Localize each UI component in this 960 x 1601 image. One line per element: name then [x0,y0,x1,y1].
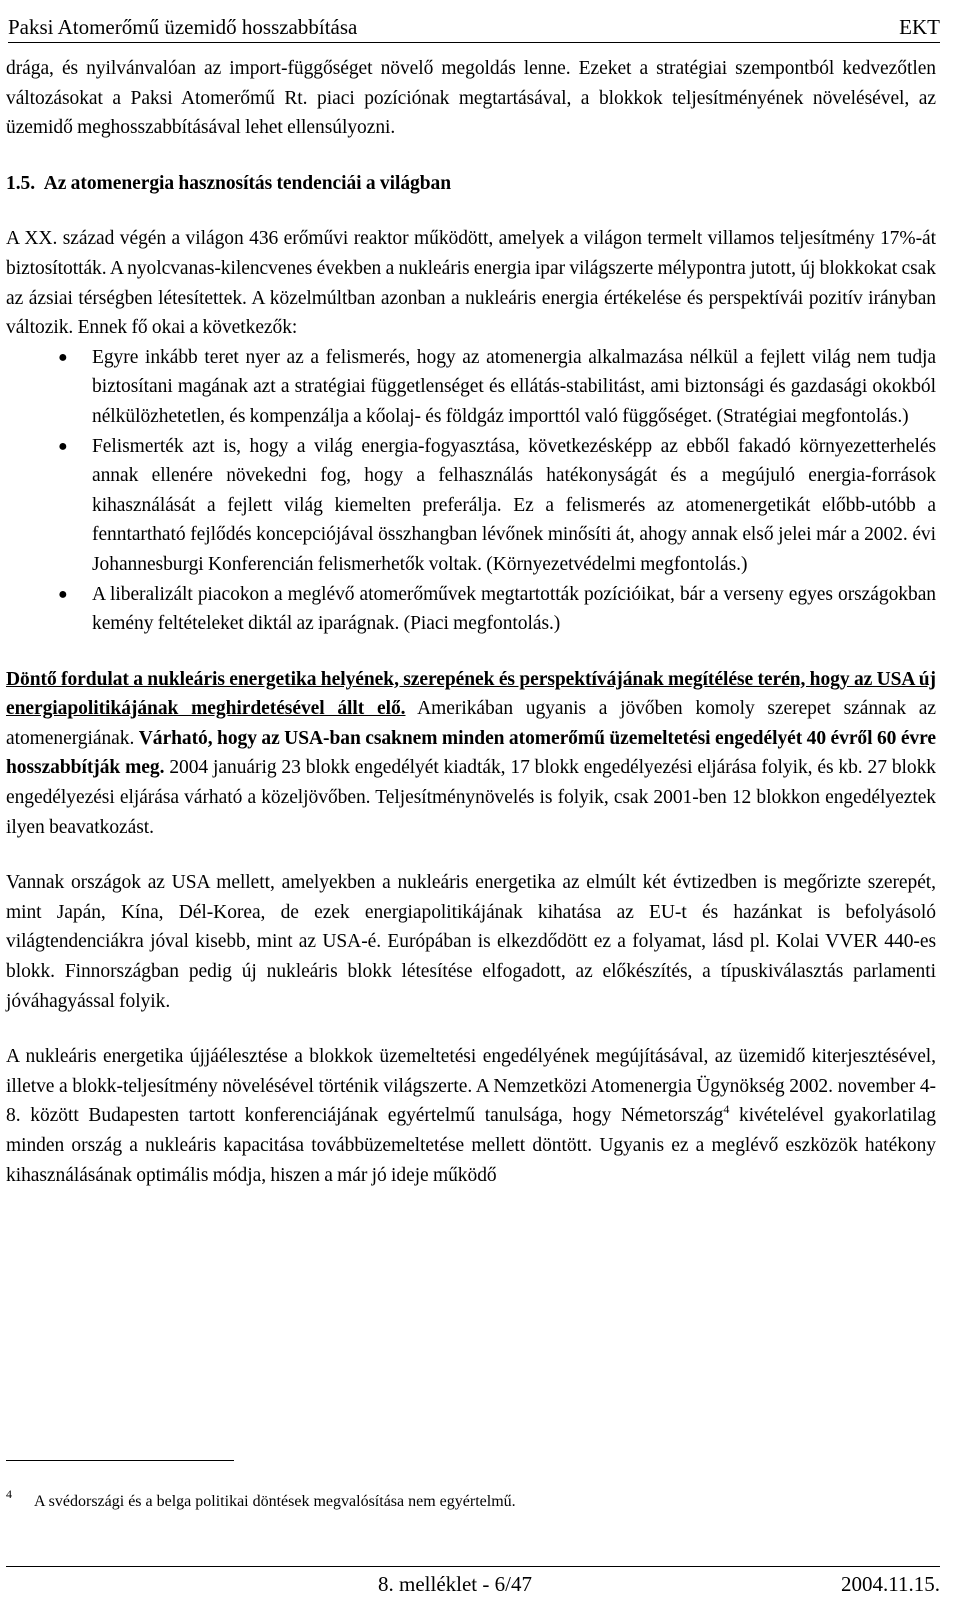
footnote-ref[interactable]: 4 [723,1102,730,1117]
list-item [6,580,936,639]
section-number: 1.5. [6,172,36,194]
list-item-text: Egyre inkább teret nyer az a felismerés, hogy az atomenergia alkalmazása nélkül a fejlett világ nem tudja biztosítani magának azt a stratégiai függetlenséget és ellátás-stabilitást, ami biztonsági és gazdasági okokból nélkülözhetetlen, és kompenzálja a kőolaj- és földgáz importtól való függőséget. (Stratégiai megfontolás.) [92,346,936,427]
section-heading [6,169,936,199]
bullet-icon: ● [58,585,68,603]
page-body [6,54,936,1190]
header-org: EKT [899,15,940,39]
usa-extension-text: Várható, hogy az USA-ban csaknem minden atomerőmű üzemeltetési engedélyét 40 évről 60 évre hosszabbítják meg. [6,727,936,779]
bullet-icon: ● [58,348,68,366]
revival-text-2: kivételével gyakorlatilag minden ország a nukleáris kapacitása továbbüzemeltetése mellett döntött. Ugyanis ez a meglévő eszközök hatékony kihasználásának optimális módja, hiszen a már jó ideje működő [6,1105,936,1186]
usa-text-1: Amerikában ugyanis a jövőben komoly szerepet szánnak az atomenergiának. [6,698,937,749]
list-item [6,432,936,580]
intro-paragraph: drága, és nyilvánvalóan az import-függőséget növelő megoldás lenne. Ezeket a stratégiai szempontból kedvezőtlen változásokat a Paksi Atomerőmű Rt. piaci pozíciónak megtartásával, a blokkok teljesítményének növelésével, az üzemidő meghosszabbításával lehet ellensúlyozni. [6,58,936,139]
list-item-text: A liberalizált piacokon a meglévő atomerőművek megtartották pozícióikat, bár a verseny egyes országokban kemény feltételeket diktál az iparágnak. (Piaci megfontolás.) [92,583,936,635]
list-item-text: Felismerték azt is, hogy a világ energia-fogyasztása, következésképp az ebből fakadó környezetterhelés annak ellenére növekedni fog, hogy a felhasználás hatékonyságát és a megújuló energia-források kihasználását a fejlett világ kiemelten preferálja. Ez a felismerés az atomenergetikát előbb-utóbb a fenntartható fejlődés koncepciójával összhangban lévőnek minősíti át, ahogy annak első jelei már a 2002. évi Johannesburgi Konferencián felismerhetők voltak. (Környezetvédelmi megfontolás.) [92,435,936,575]
page-footer [6,1566,940,1596]
footer-date: 2004.11.15. [841,1572,940,1596]
revival-text-1: A nukleáris energetika újjáélesztése a blokkok üzemeltetési engedélyének megújításával, az üzemidő kiterjesztésével, illetve a blokk-teljesítmény növelésével történik világszerte. A Nemzetközi Atomenergia Ügynökség 2002. november 4-8. között Budapesten tartott konferenciájának egyértelmű tanulsága, hogy Németország [6,1046,936,1127]
bullet-icon: ● [58,437,68,455]
paragraph-world-trends: A XX. század végén a világon 436 erőművi reaktor működött, amelyek a világon termelt villamos teljesítmény 17%-át biztosították. A nyolcvanas-kilencvenes években a nukleáris energia ipar világszerte mélypontra jutott, új blokkokat csak az ázsiai térségben létesítettek. A közelmúltban azonban a nukleáris energia értékelése és perspektívái pozitív irányban változik. Ennek fő okai a következők: [6,228,936,339]
reasons-list [6,343,936,639]
paragraph-usa [6,665,936,843]
usa-turning-point-text: Döntő fordulat a nukleáris energetika helyének, szerepének és perspektívájának megítélése terén, hogy az USA új energiapolitikájának meghirdetésével állt elő. [6,668,936,720]
page-number: 8. melléklet - 6/47 [378,1572,532,1596]
page-header [8,0,940,43]
footnote-text: A svédországi és a belga politikai döntések megvalósítása nem egyértelmű. [34,1493,516,1510]
header-title: Paksi Atomerőmű üzemidő hosszabbítása [8,15,358,39]
footnote-divider [6,1460,234,1461]
usa-text-2: 2004 januárig 23 blokk engedélyét kiadták, 17 blokk engedélyezési eljárása folyik, és kb. 27 blokk engedélyezési eljárása várható a közeljövőben. Teljesítménynövelés is folyik, csak 2001-ben 12 blokkon engedélyeztek ilyen beavatkozást. [6,757,936,838]
paragraph-other-countries: Vannak országok az USA mellett, amelyekben a nukleáris energetika az elmúlt két évtizedben is megőrizte szerepét, mint Japán, Kína, Dél-Korea, de ezek energiapolitikájának kihatása az EU-t és hazánkat is befolyásoló világtendenciákra jóval kisebb, mint az USA-é. Európában is elkezdődött ez a folyamat, lásd pl. Kolai VVER 440-es blokk. Finnországban pedig új nukleáris blokk létesítése elfogadott, az előkészítés, a típuskiválasztás parlamenti jóváhagyással folyik. [6,872,936,1012]
paragraph-revival [6,1042,936,1190]
footnote-number: 4 [6,1487,12,1501]
section-title: Az atomenergia hasznosítás tendenciái a világban [43,172,452,194]
list-item [6,343,936,432]
